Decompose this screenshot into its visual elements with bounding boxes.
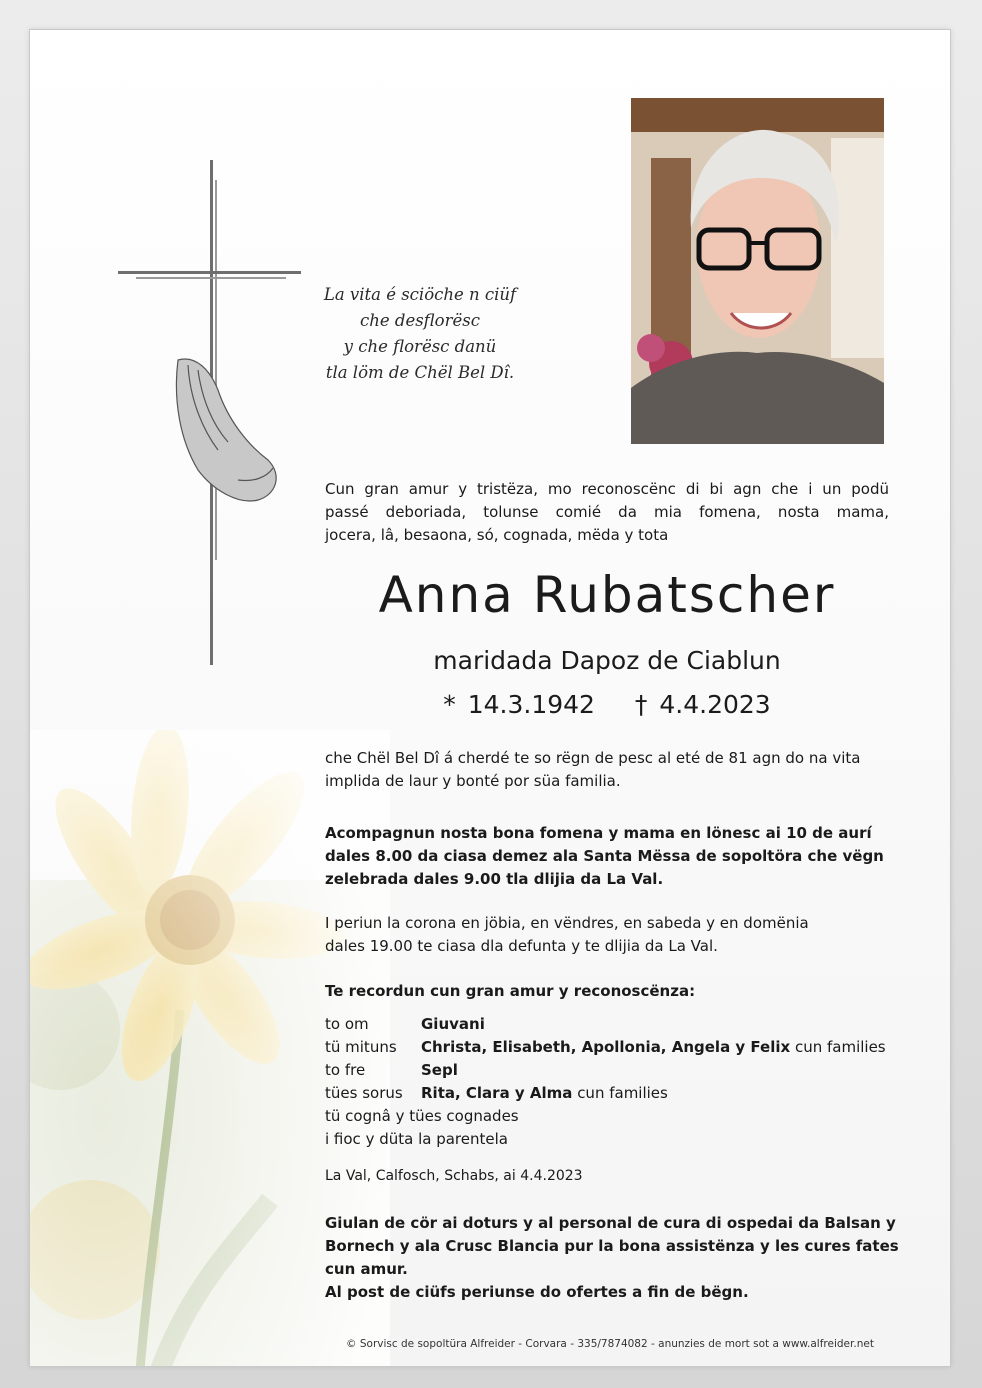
- passing-paragraph: [325, 747, 889, 793]
- verse-line: che desflorësc: [360, 311, 480, 330]
- family-row: [325, 1105, 889, 1128]
- family-row: [325, 1013, 889, 1036]
- life-dates: [325, 690, 889, 719]
- family-suffix: cun families: [572, 1084, 668, 1102]
- family-row: [325, 1059, 889, 1082]
- paragraph-line: zelebrada dales 9.00 tla dlijia da La Val.: [325, 870, 664, 888]
- family-relation: tü cognâ y tües cognades: [325, 1107, 519, 1125]
- family-list: [325, 1013, 889, 1151]
- family-names: Sepl: [421, 1061, 458, 1079]
- family-names: Giuvani: [421, 1015, 485, 1033]
- family-relation: i fioc y düta la parentela: [325, 1130, 508, 1148]
- funeral-paragraph: [325, 822, 889, 891]
- family-names: Rita, Clara y Alma: [421, 1084, 573, 1102]
- intro-line: passé deboriada, tolunse comié da mia fomena, nosta mama,: [325, 503, 889, 521]
- intro-paragraph: [325, 478, 889, 547]
- family-names: Christa, Elisabeth, Apollonia, Angela y Felix: [421, 1038, 791, 1056]
- paragraph-line: Acompagnun nosta bona fomena y mama en lönesc ai 10 de aurí: [325, 824, 872, 842]
- portrait-photo: [631, 98, 884, 444]
- thanks-paragraph: [325, 1212, 899, 1304]
- paragraph-line: che Chël Bel Dî á cherdé te so rëgn de pesc al eté de 81 agn do na vita: [325, 749, 861, 767]
- verse-line: La vita é sciöche n ciüf: [323, 285, 517, 304]
- deceased-name: Anna Rubatscher: [378, 566, 836, 624]
- intro-line: jocera, lâ, besaona, só, cognada, mëda y tota: [325, 526, 669, 544]
- birth-date: * 14.3.1942: [443, 690, 595, 719]
- verse-line: tla löm de Chël Bel Dî.: [325, 363, 515, 382]
- family-relation: tü mituns: [325, 1038, 397, 1056]
- remembrance-heading: Te recordun cun gran amur y reconoscënza:: [325, 982, 696, 1000]
- intro-line: Cun gran amur y tristëza, mo reconoscënc di bi agn che i un podü: [325, 480, 889, 498]
- family-row: [325, 1128, 889, 1151]
- paragraph-line: Bornech y ala Crusc Blancia pur la bona assistënza y les cures fates: [325, 1237, 899, 1255]
- family-relation: to om: [325, 1015, 369, 1033]
- paragraph-line: I periun la corona en jöbia, en vëndres, en sabeda y en domënia: [325, 914, 809, 932]
- obituary-card: [30, 30, 950, 1366]
- family-relation: to fre: [325, 1061, 366, 1079]
- paragraph-line: implida de laur y bonté por süa familia.: [325, 772, 621, 790]
- family-row: [325, 1036, 889, 1059]
- family-suffix: cun families: [790, 1038, 886, 1056]
- paragraph-line: Giulan de cör ai doturs y al personal de cura di ospedai da Balsan y: [325, 1214, 896, 1232]
- place-date: La Val, Calfosch, Schabs, ai 4.4.2023: [325, 1168, 583, 1184]
- family-row: [325, 1082, 889, 1105]
- family-relation: tües sorus: [325, 1084, 403, 1102]
- rosary-paragraph: [325, 912, 889, 958]
- paragraph-line: cun amur.: [325, 1260, 408, 1278]
- death-date: † 4.4.2023: [634, 690, 771, 719]
- paragraph-line: dales 8.00 da ciasa demez ala Santa Mëssa de sopoltöra che vëgn: [325, 847, 884, 865]
- cross-with-praying-hands-icon: [118, 160, 308, 680]
- paragraph-line: dales 19.00 te ciasa dla defunta y te dlijia da La Val.: [325, 937, 718, 955]
- footer-credit: © Sorvisc de sopoltüra Alfreider - Corvara - 335/7874082 - anunzies de mort sot a www.alfreider.net: [346, 1338, 874, 1350]
- verse-line: y che florësc danü: [343, 337, 497, 356]
- memorial-verse: [320, 282, 520, 386]
- married-name: maridada Dapoz de Ciablun: [433, 646, 781, 675]
- paragraph-line: Al post de ciüfs periunse do ofertes a fin de bëgn.: [325, 1283, 749, 1301]
